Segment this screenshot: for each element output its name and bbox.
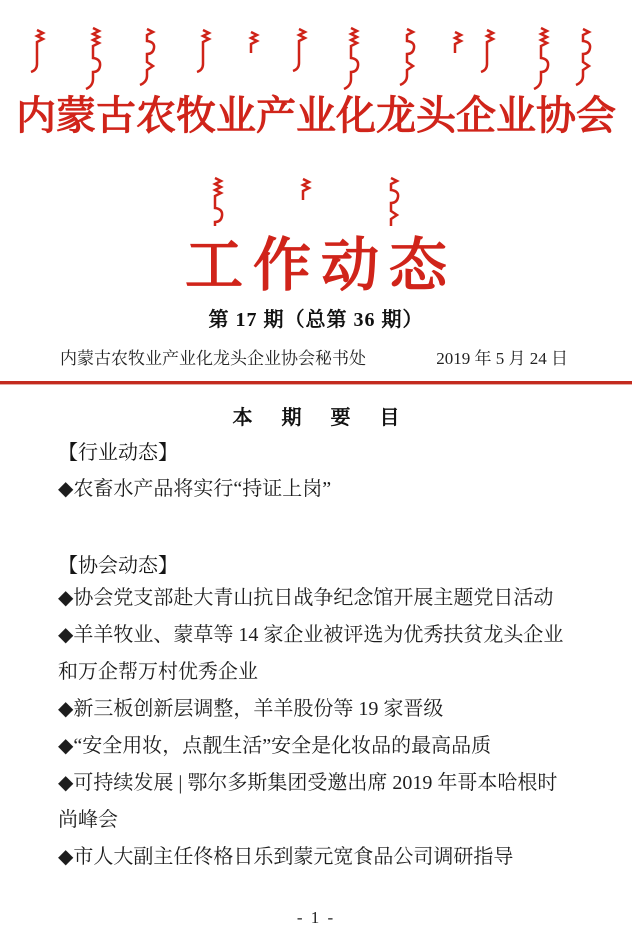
publish-date: 2019 年 5 月 24 日 [436, 349, 568, 368]
toc-title: 本 期 要 目 [232, 407, 412, 429]
mongolian-script-top-icon [0, 24, 632, 90]
toc-item-line: ◆新三板创新层调整，羊羊股份等 19 家晋级 [58, 698, 444, 720]
publisher: 内蒙古农牧业产业化龙头企业协会秘书处 [60, 349, 366, 368]
toc-item-line: ◆羊羊牧业、蒙草等 14 家企业被评选为优秀扶贫龙头企业 [58, 624, 564, 646]
section-heading-association: 【协会动态】 [58, 555, 178, 577]
byline [60, 344, 568, 369]
association-items-list [58, 580, 592, 876]
toc-item-line: ◆市人大副主任佟格日乐到蒙元宽食品公司调研指导 [58, 846, 514, 868]
association-title: 内蒙古农牧业产业化龙头企业协会 [16, 93, 616, 138]
toc-item-line: 和万企帮万村优秀企业 [58, 661, 258, 683]
page-number: - 1 - [296, 908, 336, 927]
toc-item-line: ◆“安全用妆，点靓生活”安全是化妆品的最高品质 [58, 735, 492, 757]
issue-number: 第 17 期（总第 36 期） [208, 309, 424, 331]
red-divider-rule [0, 381, 632, 385]
toc-item-line: ◆可持续发展 | 鄂尔多斯集团受邀出席 2019 年哥本哈根时 [58, 772, 558, 794]
section-heading-industry: 【行业动态】 [58, 442, 178, 464]
toc-item-line: ◆协会党支部赴大青山抗日战争纪念馆开展主题党日活动 [58, 587, 554, 609]
toc-item-line: 尚峰会 [58, 809, 118, 831]
toc-item-line: ◆农畜水产品将实行“持证上岗” [58, 478, 332, 500]
newsletter-title: 工作动态 [184, 233, 457, 298]
